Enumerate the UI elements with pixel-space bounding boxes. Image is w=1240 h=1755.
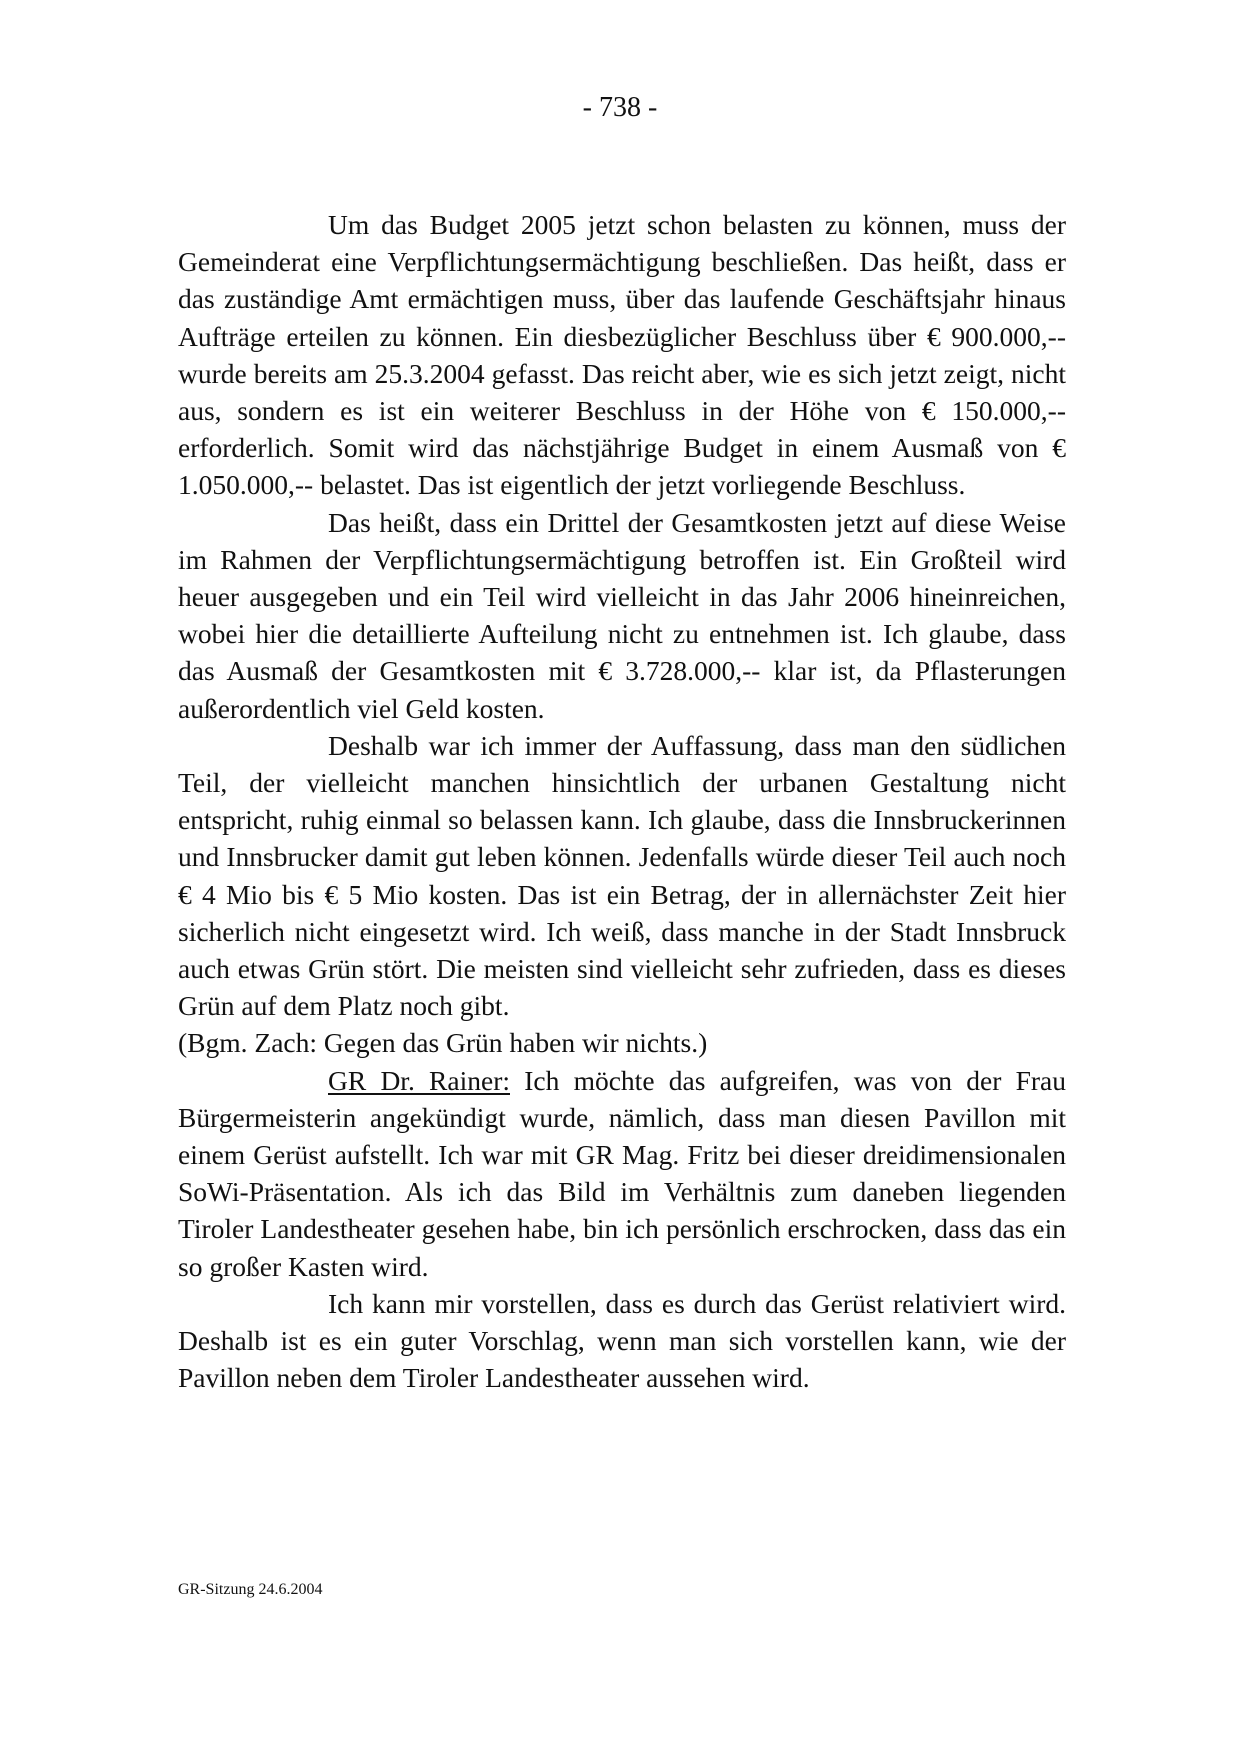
interjection: (Bgm. Zach: Gegen das Grün haben wir nichts.): [178, 1027, 708, 1059]
paragraph-suedlicher-teil: Deshalb war ich immer der Auffassung, dass man den südlichen Teil, der vielleicht manchen hinsichtlich der urbanen Gestaltung nicht entspricht, ruhig einmal so belassen kann. Ich glaube, dass die Innsbruckerinnen und Innsbrucker damit gut leben können. Jedenfalls würde dieser Teil auch noch € 4 Mio bis € 5 Mio kosten. Das ist ein Betrag, der in allernächster Zeit hier sicherlich nicht eingesetzt wird. Ich weiß, dass manche in der Stadt Innsbruck auch etwas Grün stört. Die meisten sind vielleicht sehr zufrieden, dass es dieses Grün auf dem Platz noch gibt.: [178, 729, 1066, 1022]
paragraph-budget: Um das Budget 2005 jetzt schon belasten zu können, muss der Gemeinderat eine Verpflichtungsermächtigung beschließen. Das heißt, dass er das zuständige Amt ermächtigen muss, über das laufende Geschäftsjahr hinaus Aufträge erteilen zu können. Ein diesbezüglicher Beschluss über € 900.000,-- wurde bereits am 25.3.2004 gefasst. Das reicht aber, wie es sich jetzt zeigt, nicht aus, sondern es ist ein weiterer Beschluss in der Höhe von € 150.000,-- erforderlich. Somit wird das nächstjährige Budget in einem Ausmaß von € 1.050.000,-- belastet. Das ist eigentlich der jetzt vorliegende Beschluss.: [178, 209, 1066, 501]
speaker-name: GR Dr. Rainer:: [328, 1064, 510, 1096]
page-number: - 738 -: [582, 92, 658, 123]
speech-text: Ich möchte das aufgreifen, was von der Frau Bürgermeisterin angekündigt wurde, nämlich, dass man diesen Pavillon mit einem Gerüst aufstellt. Ich war mit GR Mag. Fritz bei dieser dreidimensionalen SoWi-Präsentation. Als ich das Bild im Verhältnis zum daneben liegenden Tiroler Landestheater gesehen habe, bin ich persönlich erschrocken, dass das ein so großer Kasten wird.: [178, 1064, 1066, 1282]
paragraph-gesamtkosten: Das heißt, dass ein Drittel der Gesamtkosten jetzt auf diese Weise im Rahmen der Verpflichtungsermächtigung betroffen ist. Ein Großteil wird heuer ausgegeben und ein Teil wird vielleicht in das Jahr 2006 hineinreichen, wobei hier die detaillierte Aufteilung nicht zu entnehmen ist. Ich glaube, dass das Ausmaß der Gesamtkosten mit € 3.728.000,-- klar ist, da Pflasterungen außerordentlich viel Geld kosten.: [178, 506, 1066, 724]
paragraph-speech-continuation: Ich kann mir vorstellen, dass es durch das Gerüst relativiert wird. Deshalb ist es ein guter Vorschlag, wenn man sich vorstellen kann, wie der Pavillon neben dem Tiroler Landestheater aussehen wird.: [178, 1287, 1066, 1394]
footer-session-date: GR-Sitzung 24.6.2004: [178, 1581, 323, 1598]
paragraph-speech: [178, 1062, 1066, 1285]
document-body: [178, 206, 1066, 1397]
